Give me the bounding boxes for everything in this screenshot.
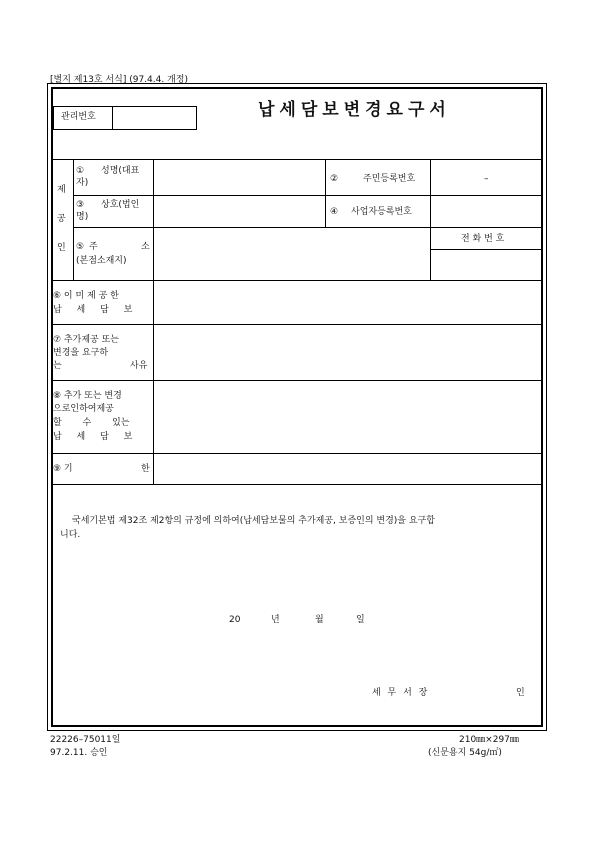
business-number-label: 사업자등록번호 xyxy=(351,207,412,217)
name-label-cont: 자) xyxy=(76,178,89,188)
form-code: [별지 제13호 서식] (97.4.4. 개정) xyxy=(50,75,188,85)
provider-label-2: 공 xyxy=(57,214,66,224)
reason-label-end-1: 는 xyxy=(53,361,62,371)
date-year[interactable]: 20 xyxy=(229,615,241,625)
existing-collateral-label-cont: 납 세 담 보 xyxy=(53,305,133,315)
new-collateral-label: ⑧ 추가 또는 변경 xyxy=(53,391,122,401)
reason-field[interactable] xyxy=(154,325,543,380)
field4-num: ④ xyxy=(330,207,339,217)
date-month-label: 월 xyxy=(315,615,324,625)
company-label: 상호(법인 xyxy=(101,200,140,210)
phone-field[interactable] xyxy=(431,250,543,280)
address-field[interactable] xyxy=(154,228,430,280)
deadline-label-end: 한 xyxy=(141,464,150,474)
field5-num: ⑤ xyxy=(76,242,85,252)
new-collateral-label-cont2: 할 수 있는 xyxy=(53,418,130,428)
mgmt-number-label: 관리번호 xyxy=(61,112,96,122)
address-label-sub: (본점소재지) xyxy=(76,256,127,266)
existing-collateral-field[interactable] xyxy=(154,281,543,324)
seal-mark: 인 xyxy=(516,688,525,698)
signer-title: 세 무 서 장 xyxy=(372,688,428,698)
name-field[interactable] xyxy=(154,160,325,195)
reason-label-cont: 변경을 요구하 xyxy=(53,348,109,358)
resident-number-field[interactable]: – xyxy=(484,174,489,184)
date-day-label: 일 xyxy=(356,615,365,625)
new-collateral-field[interactable] xyxy=(154,381,543,453)
phone-label: 전 화 번 호 xyxy=(461,234,505,244)
provider-label-1: 제 xyxy=(57,185,66,195)
field3-num: ③ xyxy=(76,200,85,210)
new-collateral-label-cont: 으로인하여제공 xyxy=(53,404,114,414)
reason-label-end-2: 사유 xyxy=(130,361,148,371)
mgmt-number-field[interactable] xyxy=(113,107,196,129)
approval-date: 97.2.11. 승인 xyxy=(50,748,108,758)
deadline-label: ⑨ 기 xyxy=(53,464,73,474)
provider-label-3: 인 xyxy=(57,243,66,253)
field2-num: ② xyxy=(330,174,339,184)
address-label-1: 주 xyxy=(89,242,98,252)
resident-number-label: 주민등록번호 xyxy=(363,174,416,184)
paper-size: 210㎜×297㎜ xyxy=(459,735,519,745)
existing-collateral-label: ⑥ 이 미 제 공 한 xyxy=(53,291,119,301)
paper-type: (신문용지 54g/㎡) xyxy=(428,748,502,758)
new-collateral-label-end: 납 세 담 보 xyxy=(53,432,133,442)
approval-number: 22226–75011일 xyxy=(50,735,121,745)
page-title: 납세담보변경요구서 xyxy=(258,100,451,120)
deadline-field[interactable] xyxy=(154,454,543,484)
name-label: 성명(대표 xyxy=(101,166,140,176)
reason-label: ⑦ 추가제공 또는 xyxy=(53,335,119,345)
address-label-2: 소 xyxy=(141,242,150,252)
statement-text: 국세기본법 제32조 제2항의 규정에 의하여(납세담보물의 추가제공, 보증인의 변경)을 요구합 xyxy=(72,516,435,526)
business-number-field[interactable] xyxy=(431,196,543,227)
field1-num: ① xyxy=(76,166,85,176)
company-field[interactable] xyxy=(154,196,325,227)
statement-text-end: 니다. xyxy=(60,530,81,540)
company-label-cont: 명) xyxy=(76,212,89,222)
date-year-label: 년 xyxy=(271,615,280,625)
